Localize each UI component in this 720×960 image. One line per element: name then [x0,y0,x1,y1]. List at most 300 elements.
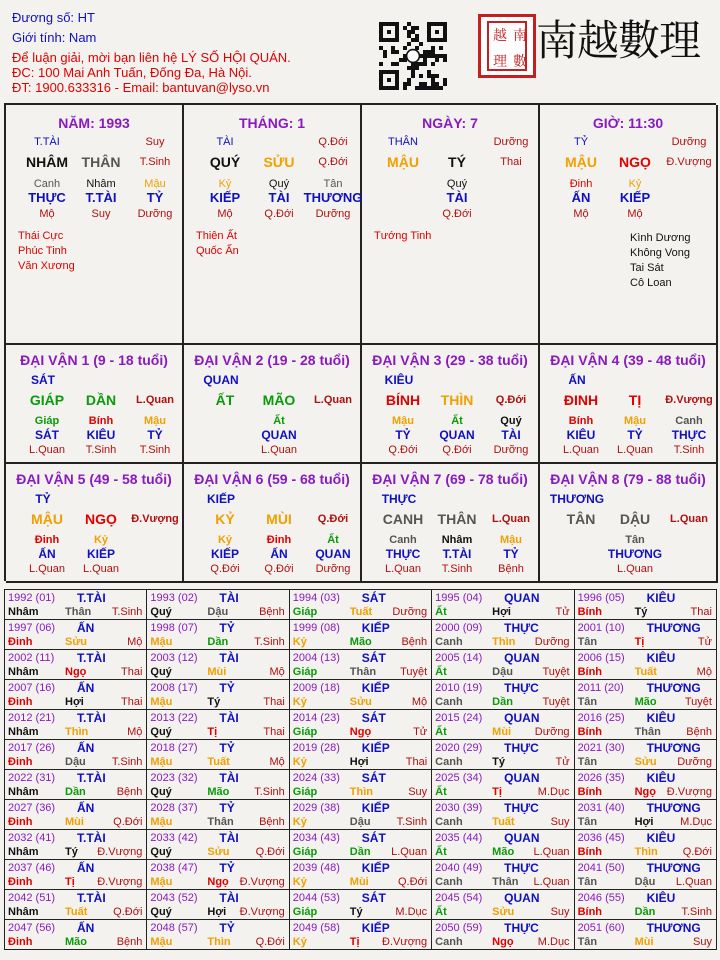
year-god: THƯƠNG [646,801,701,815]
year-stage: Tuyệt [400,666,428,678]
year-branch: Thân [349,666,377,678]
year-stage: Tuyệt [542,666,570,678]
year-cell [147,590,289,620]
year-god: T.TÀI [77,831,106,845]
year-label: 2050 (59) [435,922,483,934]
year-label: 2007 (16) [8,682,56,694]
year-god: THƯƠNG [646,681,701,695]
dai-van-title: ĐẠI VẬN 8 (79 - 88 tuổi) [550,471,706,487]
dai-van-pillar: TÂN [566,511,596,527]
dai-van-pillar: Đ.Vượng [665,394,713,406]
year-label: 2012 (21) [8,712,56,724]
hidden-god: ẤN [38,547,56,561]
year-label: 1996 (05) [577,592,625,604]
year-branch: Mùi [492,726,512,738]
star-name: Văn Xương [18,260,75,272]
hidden-stem: Ất [451,415,463,427]
year-label: 2010 (19) [435,682,483,694]
dai-van-pillar: THÌN [440,392,474,408]
pillar-cell: Dưỡng [315,208,351,220]
year-label: 2020 (29) [435,742,483,754]
year-label: 2030 (39) [435,802,483,814]
pillar-cell: T.TÀI [85,190,117,205]
year-branch: Sửu [492,906,515,918]
year-cell [5,680,147,710]
year-branch: Ngọ [634,786,656,798]
year-stage: T.Sinh [396,816,428,828]
year-branch: Dậu [634,876,656,888]
year-god: TỶ [219,681,235,695]
year-stem: Canh [435,696,463,708]
year-branch: Hợi [634,816,654,828]
pillar-cell: THÂN [388,136,418,148]
hidden-god: TỶ [395,428,411,442]
year-row [5,920,717,950]
dai-van-pillar: MÙI [266,511,292,527]
year-label: 1999 (08) [292,622,340,634]
year-stage: Thai [690,606,712,618]
year-stage: Bệnh [116,936,143,948]
year-stem: Kỷ [292,696,307,708]
hidden-stem: Quý [500,415,522,427]
pillar-cell: MẬU [387,154,419,170]
year-cell [432,830,574,860]
year-god: THỰC [504,861,539,875]
year-label: 2005 (14) [435,652,483,664]
year-god: KIẾP [361,741,390,755]
hidden-stem: Giáp [34,415,60,427]
year-stage: Tuyệt [542,696,570,708]
year-stage: Dưỡng [534,636,570,648]
year-stem: Giáp [292,666,318,678]
year-label: 2022 (31) [8,772,56,784]
hidden-stage: L.Quan [28,444,66,456]
year-stem: Bính [577,606,603,618]
year-stem: Giáp [292,846,318,858]
year-label: 2000 (09) [435,622,483,634]
pillar-title: GIỜ: 11:30 [592,115,664,131]
year-cell [289,590,431,620]
year-god: KIẾP [361,801,390,815]
year-stem: Giáp [292,606,318,618]
year-cell [432,740,574,770]
year-god: THỰC [504,921,539,935]
contact-invite: Để luận giải, mời bạn liên hệ LÝ SỐ HỘI QUÁN. [12,50,291,65]
year-god: QUAN [504,831,540,845]
year-god: KIÊU [646,891,676,905]
pillar-stars [630,231,690,291]
year-stem: Đinh [8,756,33,768]
hidden-stem: Canh [389,534,417,546]
pillar-cell: Q.Đới [264,208,294,220]
year-stem: Ất [435,666,447,678]
hidden-stem: Đinh [34,534,60,546]
star-name: Tai Sát [630,262,664,274]
dai-van-god: ẤN [568,373,586,387]
year-branch: Mùi [349,876,369,888]
pillar-cell: Quý [446,178,468,190]
pillar-cell: Quý [268,178,290,190]
pillar-cell: Tân [323,178,343,190]
year-branch: Tý [207,696,221,708]
year-stage: Đ.Vượng [97,846,143,858]
dai-van-title: ĐẠI VẬN 3 (29 - 38 tuổi) [372,352,528,368]
year-cell [147,890,289,920]
year-god: KIÊU [646,771,676,785]
year-stem: Ất [435,606,447,618]
brand-logo-text: 南越數理 [536,16,701,65]
year-label: 2028 (37) [150,802,198,814]
year-label: 2049 (58) [292,922,340,934]
year-stage: Thai [120,696,143,708]
year-row [5,770,717,800]
year-stage: Bệnh [401,636,428,648]
year-cell [574,830,716,860]
year-stage: Q.Đới [255,846,285,858]
year-stage: Dưỡng [392,606,428,618]
year-stem: Bính [577,846,603,858]
year-stage: T.Sinh [111,606,143,618]
year-row [5,710,717,740]
pillar-cell: TÀI [268,190,290,205]
year-stage: Thai [405,756,428,768]
year-label: 1993 (02) [150,592,198,604]
year-label: 2021 (30) [577,742,625,754]
year-stem: Canh [435,876,463,888]
year-label: 2033 (42) [150,832,198,844]
year-branch: Tý [492,756,506,768]
pillar-cell: Dưỡng [137,208,173,220]
dai-van-title: ĐẠI VẬN 7 (69 - 78 tuổi) [372,471,528,487]
star-name: Kình Dương [630,232,691,244]
hidden-stem: Kỷ [93,534,109,546]
dai-van-3 [362,345,540,464]
year-stem: Giáp [292,786,318,798]
year-stage: Tuyệt [684,696,712,708]
pillar-cell: MẬU [565,154,597,170]
year-stage: Mộ [411,696,428,708]
dai-van-pillar: THÂN [437,511,477,527]
year-stage: M.Dục [680,816,712,828]
pillar-cell: Thai [500,156,522,168]
year-god: KIẾP [361,861,390,875]
year-stage: Suy [550,816,570,828]
hidden-stem: Bính [88,415,114,427]
year-cell [5,710,147,740]
hidden-god: THỰC [385,547,421,561]
hidden-stage: Q.Đới [442,444,472,456]
pillar-cell: Nhâm [86,178,116,190]
year-god: SÁT [361,651,386,665]
dai-van-god: THƯƠNG [549,492,605,506]
year-branch: Mão [492,846,515,858]
year-cell [432,770,574,800]
hidden-stage: T.Sinh [139,444,171,456]
hidden-god: QUAN [261,428,297,442]
year-stem: Ất [435,846,447,858]
year-cell [5,890,147,920]
dai-van-pillar: L.Quan [314,394,352,406]
year-stage: Suy [408,786,428,798]
year-branch: Tị [207,726,218,738]
year-god: TÀI [219,711,239,725]
year-stage: Dưỡng [677,756,712,768]
year-branch: Tuất [634,666,657,678]
dai-van-pillar: CANH [382,511,424,527]
year-god: ẤN [77,621,95,635]
year-branch: Thân [65,606,92,618]
pillar-2 [184,105,362,345]
year-god: KIÊU [646,651,676,665]
hidden-god: T.TÀI [442,547,472,561]
pillar-cell: Đ.Vượng [666,156,712,168]
year-cell [5,860,147,890]
year-cell [432,590,574,620]
pillar-cell: Suy [91,208,111,220]
year-label: 2015 (24) [435,712,483,724]
year-god: THƯƠNG [646,861,701,875]
year-label: 2008 (17) [150,682,198,694]
year-god: THỰC [504,621,539,635]
year-branch: Dậu [207,606,229,618]
year-god: THƯƠNG [646,741,701,755]
pillar-title: NGÀY: 7 [422,115,478,131]
year-branch: Tuất [349,606,373,618]
year-stage: Mộ [696,666,712,678]
year-branch: Tý [65,846,78,858]
year-label: 2014 (23) [292,712,340,724]
year-stem: Quý [150,786,172,798]
year-god: TỶ [219,801,235,815]
year-branch: Thân [492,876,519,888]
year-stage: M.Dục [537,936,570,948]
hidden-god: TÀI [501,428,521,442]
year-branch: Mùi [634,936,654,948]
year-branch: Tý [634,606,648,618]
year-stem: Tân [577,876,598,888]
dai-van-god: QUAN [203,373,239,387]
hidden-stem: Nhâm [441,534,473,546]
year-row [5,650,717,680]
year-label: 2032 (41) [8,832,56,844]
year-stage: Bệnh [259,816,285,828]
year-cell [574,590,716,620]
hidden-stage: L.Quan [260,444,298,456]
year-god: ẤN [77,741,95,755]
pillar-3 [362,105,540,345]
year-stage: Dưỡng [534,726,570,738]
year-cell [147,680,289,710]
year-stage: L.Quan [533,846,570,858]
year-branch: Tuất [207,756,230,768]
star-name: Cô Loan [630,277,672,289]
pillar-cell: NGỌ [619,154,651,170]
year-god: SÁT [361,831,386,845]
hidden-god: TỶ [627,428,643,442]
hidden-god: THƯƠNG [607,547,663,561]
pillar-cell: THƯƠNG [303,190,363,205]
year-cell [574,650,716,680]
year-stage: Thai [263,726,285,738]
year-god: THỰC [504,681,539,695]
hidden-stem: Ất [327,534,339,546]
year-stem: Bính [577,726,603,738]
year-stage: Q.Đới [255,936,285,948]
pillar-cell: Mộ [627,208,643,220]
year-stage: Đ.Vượng [239,876,285,888]
star-name: Không Vong [630,247,690,259]
year-label: 2002 (11) [8,652,55,664]
year-stem: Mậu [150,696,173,708]
star-name: Tướng Tinh [374,230,432,242]
year-cell [289,710,431,740]
year-cell [289,920,431,950]
year-label: 2001 (10) [577,622,625,634]
year-label: 2026 (35) [577,772,625,784]
year-branch: Sửu [65,636,88,648]
year-branch: Ngọ [207,876,229,888]
year-label: 2006 (15) [577,652,625,664]
year-cell [432,860,574,890]
hidden-stage: L.Quan [562,444,600,456]
pillar-cell: TÝ [448,154,466,170]
year-stem: Bính [577,786,603,798]
pillar-cell: Suy [145,136,165,148]
year-stem: Nhâm [8,726,39,738]
pillar-cell: TÀI [446,190,468,205]
year-stem: Đinh [8,636,33,648]
year-cell [574,740,716,770]
hidden-stage: T.Sinh [441,563,473,575]
year-cell [432,890,574,920]
pillar-cell: THÂN [81,154,121,170]
year-god: T.TÀI [77,651,106,665]
year-god: TÀI [219,891,239,905]
pillar-1 [6,105,184,345]
year-branch: Sửu [349,696,372,708]
year-stage: Thai [120,666,143,678]
year-label: 2017 (26) [8,742,56,754]
year-label: 2040 (49) [435,862,483,874]
year-stem: Ất [435,726,447,738]
year-cell [289,650,431,680]
year-stem: Nhâm [8,846,39,858]
hidden-stem: Mậu [144,415,166,427]
year-cell [574,800,716,830]
hidden-stage: Q.Đới [388,444,418,456]
pillar-cell: Mộ [39,208,55,220]
year-god: QUAN [504,711,540,725]
year-branch: Tý [349,906,363,918]
year-stem: Quý [150,906,172,918]
year-stem: Đinh [8,936,33,948]
hidden-god: KIẾP [86,547,115,561]
dai-van-pillar: Đ.Vượng [131,513,179,525]
year-branch: Dần [65,786,86,798]
pillar-cell: T.TÀI [34,136,60,148]
year-cell [432,680,574,710]
year-stage: Mộ [269,666,285,678]
hidden-god: KIÊU [86,428,116,442]
year-god: KIẾP [361,681,390,695]
pillar-stars [196,229,239,259]
hidden-stage: T.Sinh [85,444,117,456]
pillar-cell: NHÂM [26,154,68,170]
year-label: 2004 (13) [292,652,340,664]
dai-van-title: ĐẠI VẬN 2 (19 - 28 tuổi) [194,352,350,368]
hidden-stage: Q.Đới [264,563,294,575]
dai-van-pillar: NGỌ [85,511,117,527]
year-cell [574,620,716,650]
pillar-title: NĂM: 1993 [58,115,130,131]
star-name: Phúc Tinh [18,245,67,257]
year-god: SÁT [361,771,386,785]
hidden-god: KIẾP [210,547,239,561]
year-god: T.TÀI [77,591,106,605]
pillar-cell: Đinh [569,178,593,190]
year-stem: Kỷ [292,756,307,768]
pillar-cell: T.Sinh [139,156,171,168]
year-row [5,740,717,770]
contact-phone-email: ĐT: 1900.633316 - Email: bantuvan@lyso.vn [12,80,270,95]
year-branch: Sửu [207,846,230,858]
seal-glyph: 南 [513,28,527,44]
hidden-stage: L.Quan [28,563,66,575]
dai-van-4 [540,345,718,464]
year-branch: Hợi [65,696,84,708]
pillar-cell: THỰC [28,190,66,205]
year-cell [432,650,574,680]
pillar-cell: Dưỡng [493,136,529,148]
pillar-cell: TỶ [573,136,589,148]
year-cell [5,740,147,770]
year-branch: Dần [492,696,513,708]
year-stem: Mậu [150,756,173,768]
year-god: TÀI [219,591,239,605]
contact-address: ĐC: 100 Mai Anh Tuấn, Đống Đa, Hà Nội. [12,65,252,80]
year-branch: Thìn [492,636,516,648]
dai-van-god: THỰC [381,492,417,506]
hidden-stage: Dưỡng [315,563,351,575]
dai-van-god: TỶ [35,492,51,506]
year-stem: Mậu [150,876,173,888]
year-cell [289,620,431,650]
year-cell [289,860,431,890]
year-stem: Ất [435,906,447,918]
dai-van-7 [362,464,540,583]
year-cell [5,830,147,860]
year-stem: Kỷ [292,816,307,828]
year-stage: Bệnh [259,606,285,618]
year-cell [574,710,716,740]
year-row [5,800,717,830]
year-branch: Thân [207,816,234,828]
year-branch: Ngọ [65,666,87,678]
year-stem: Nhâm [8,666,39,678]
year-cell [5,800,147,830]
year-label: 2036 (45) [577,832,625,844]
hidden-stem: Canh [675,415,703,427]
year-cell [432,920,574,950]
pillar-cell: Mộ [573,208,589,220]
year-stem: Đinh [8,816,33,828]
dai-van-pillar: L.Quan [670,513,708,525]
pillar-cell: Q.Đới [442,208,472,220]
year-stem: Quý [150,606,172,618]
year-label: 2045 (54) [435,892,483,904]
star-name: Quốc Ấn [196,245,239,257]
hidden-stem: Ất [273,415,285,427]
